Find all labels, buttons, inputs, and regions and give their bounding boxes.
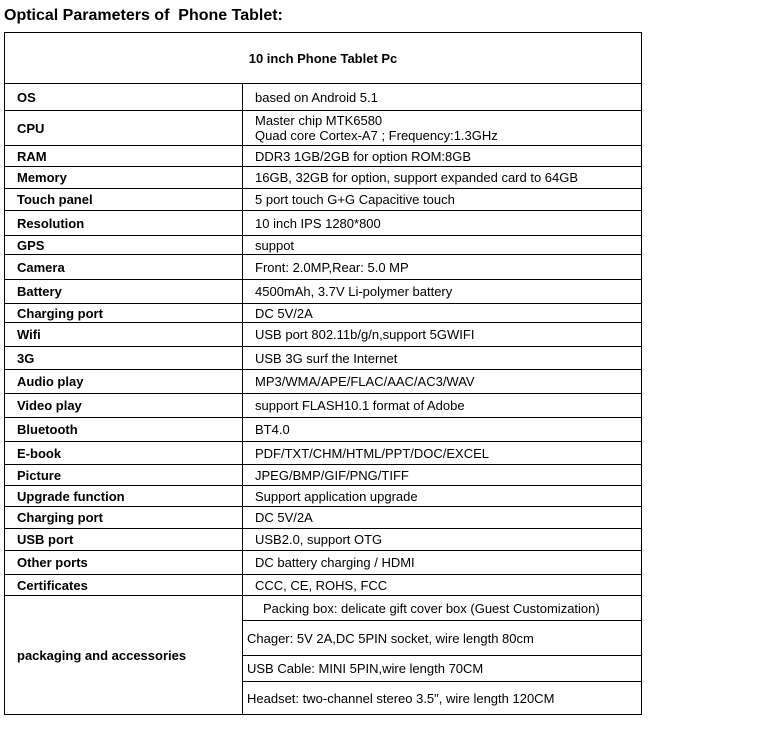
spec-label: OS xyxy=(5,84,243,111)
packaging-item: Chager: 5V 2A,DC 5PIN socket, wire length 80cm xyxy=(243,621,642,656)
spec-label: GPS xyxy=(5,236,243,255)
spec-value: MP3/WMA/APE/FLAC/AAC/AC3/WAV xyxy=(243,370,642,394)
spec-label: Touch panel xyxy=(5,189,243,211)
table-row xyxy=(5,394,642,418)
table-row xyxy=(5,529,642,551)
packaging-label: packaging and accessories xyxy=(5,596,243,715)
spec-value xyxy=(243,111,642,146)
table-row xyxy=(5,575,642,596)
table-header: 10 inch Phone Tablet Pc xyxy=(5,33,642,84)
spec-value: Front: 2.0MP,Rear: 5.0 MP xyxy=(243,255,642,280)
spec-label: Upgrade function xyxy=(5,486,243,507)
spec-label: Charging port xyxy=(5,304,243,323)
table-row xyxy=(5,111,642,146)
spec-label: Certificates xyxy=(5,575,243,596)
spec-value: Support application upgrade xyxy=(243,486,642,507)
spec-label: Wifi xyxy=(5,323,243,347)
spec-value: DDR3 1GB/2GB for option ROM:8GB xyxy=(243,146,642,167)
table-row xyxy=(5,323,642,347)
spec-value: suppot xyxy=(243,236,642,255)
spec-value: DC 5V/2A xyxy=(243,304,642,323)
spec-value: based on Android 5.1 xyxy=(243,84,642,111)
spec-value: DC battery charging / HDMI xyxy=(243,551,642,575)
table-row xyxy=(5,189,642,211)
table-row xyxy=(5,442,642,465)
spec-value-line: Quad core Cortex-A7 ; Frequency:1.3GHz xyxy=(255,128,498,143)
packaging-item: USB Cable: MINI 5PIN,wire length 70CM xyxy=(243,656,642,682)
spec-label: Resolution xyxy=(5,211,243,236)
spec-value: support FLASH10.1 format of Adobe xyxy=(243,394,642,418)
table-row xyxy=(5,596,642,621)
spec-label: Battery xyxy=(5,280,243,304)
spec-label: E-book xyxy=(5,442,243,465)
spec-value: 5 port touch G+G Capacitive touch xyxy=(243,189,642,211)
spec-value: PDF/TXT/CHM/HTML/PPT/DOC/EXCEL xyxy=(243,442,642,465)
spec-label: Video play xyxy=(5,394,243,418)
spec-label: Audio play xyxy=(5,370,243,394)
spec-value: USB port 802.11b/g/n,support 5GWIFI xyxy=(243,323,642,347)
spec-label: Picture xyxy=(5,465,243,486)
table-row xyxy=(5,370,642,394)
table-row xyxy=(5,418,642,442)
table-row xyxy=(5,551,642,575)
spec-value: USB 3G surf the Internet xyxy=(243,347,642,370)
table-row xyxy=(5,304,642,323)
spec-value: DC 5V/2A xyxy=(243,507,642,529)
table-row xyxy=(5,211,642,236)
table-row xyxy=(5,507,642,529)
spec-label: 3G xyxy=(5,347,243,370)
packaging-item: Headset: two-channel stereo 3.5", wire length 120CM xyxy=(243,682,642,715)
table-row xyxy=(5,84,642,111)
spec-value: CCC, CE, ROHS, FCC xyxy=(243,575,642,596)
spec-value: 10 inch IPS 1280*800 xyxy=(243,211,642,236)
spec-value-line: Master chip MTK6580 xyxy=(255,113,383,128)
table-row xyxy=(5,146,642,167)
spec-value: 4500mAh, 3.7V Li-polymer battery xyxy=(243,280,642,304)
spec-label: CPU xyxy=(5,111,243,146)
packaging-item: Packing box: delicate gift cover box (Guest Customization) xyxy=(243,596,642,621)
spec-value: JPEG/BMP/GIF/PNG/TIFF xyxy=(243,465,642,486)
spec-label: USB port xyxy=(5,529,243,551)
spec-label: Memory xyxy=(5,167,243,189)
spec-value: USB2.0, support OTG xyxy=(243,529,642,551)
spec-label: RAM xyxy=(5,146,243,167)
spec-label: Other ports xyxy=(5,551,243,575)
table-row xyxy=(5,280,642,304)
table-header-row xyxy=(5,33,642,84)
spec-value: BT4.0 xyxy=(243,418,642,442)
spec-label: Camera xyxy=(5,255,243,280)
page-title: Optical Parameters of Phone Tablet: xyxy=(4,7,283,24)
table-row xyxy=(5,347,642,370)
table-row xyxy=(5,255,642,280)
table-row xyxy=(5,465,642,486)
table-row xyxy=(5,167,642,189)
table-row xyxy=(5,486,642,507)
spec-value: 16GB, 32GB for option, support expanded card to 64GB xyxy=(243,167,642,189)
spec-label: Charging port xyxy=(5,507,243,529)
table-row xyxy=(5,236,642,255)
spec-label: Bluetooth xyxy=(5,418,243,442)
spec-table xyxy=(4,32,642,715)
